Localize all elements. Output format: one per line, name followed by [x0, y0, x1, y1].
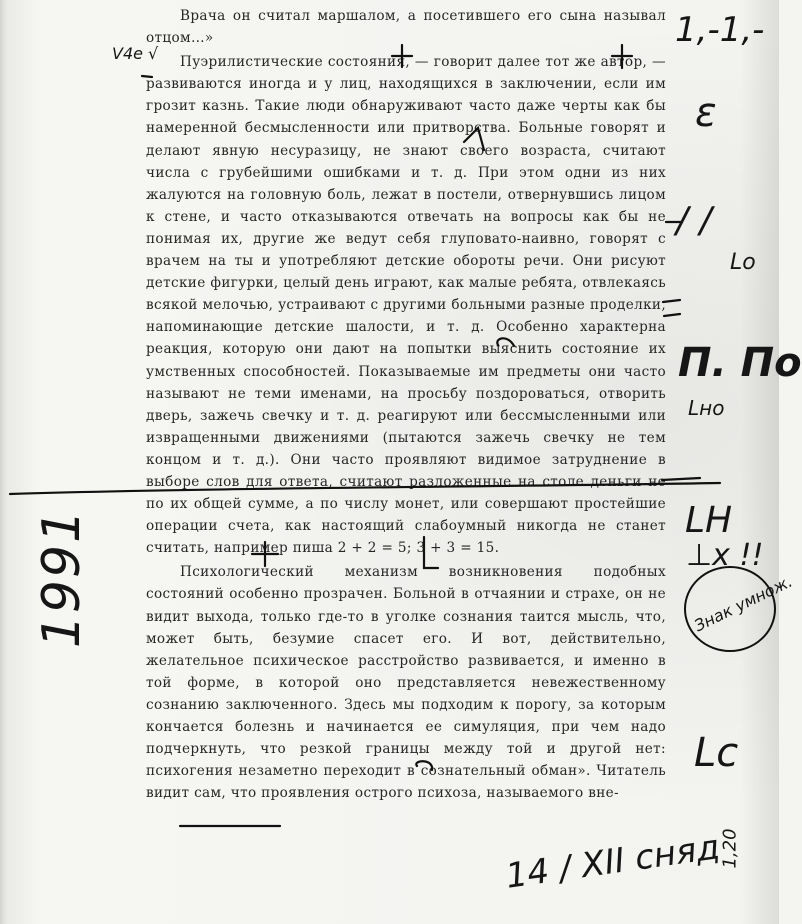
right-lho-note: Lно [688, 396, 725, 420]
right-lx-note: ⊥x !! [686, 538, 764, 573]
right-lh-note: LH [685, 500, 733, 541]
right-p-po-note: П. По [678, 340, 802, 386]
right-squiggle-note: ɛ [695, 90, 717, 136]
left-rotated-number: 1991 [32, 507, 93, 649]
paragraph-puerilism: Пуэрилистические состояния, — говорит далее тот же автор, — развиваются иногда и у лиц, находящихся в заключении, если им грозит казнь. Такие люди обнаруживают часто даже черты как бы намеренной бесмысленности или притворства. Больные говорят и делают явную несуразицу, не знают своего возраста, считают числа с грубейшими ошибками и т. д. При этом одни из них жалуются на головную боль, лежат в постели, отвернувшись лицом к стене, и часто отказываются отвечать на вопросы как бы не понимая их, другие же ведут себя глуповато-наивно, говорят с врачем на ты и употребляют детские обороты речи. Они рисуют детские фигурки, целый день играют, как малые ребята, отвлекаясь всякой мелочью, устраивают с другими больными разные проделки, напоминающие детские шалости, и т. д. Особенно характерна реакция, которую они дают на попытки выяснить состояние их умственных способностей. Показываемые им предметы они часто называют не теми именами, на просьбу поздороваться, отворить дверь, зажечь свечку и т. д. реагируют или бессмысленными или извращенными движениями (пытаются зажечь свечку не тем концом и т. д.). Они часто проявляют видимое затруднение в выборе слов для ответа, считают разложенные на столе деньги не по их общей сумме, а по числу монет, или совершают простейшие операции счета, как настоящий слабоумный никогда не станет считать, например пиша 2 + 2 = 5; 3 + 3 = 15. [146, 54, 666, 557]
paragraph-quote-end: Врача он считал маршалом, а посетившего его сына называл отцом…» [146, 8, 666, 47]
right-slash-note: / / [676, 200, 712, 241]
right-lo-note: Lo [730, 250, 756, 275]
right-lc-note: Lc [694, 730, 739, 776]
paragraph-psychological-mechanism: Психологический механизм возникновения подобных состояний особенно прозрачен. Больной в отчаянии и страхе, он не видит выхода, только где-то в уголке сознания таится мысль, что, может быть, безумие спасет его. И вот, действительно, желательное психическое расстройство развивается, и именно в той форме, в которой оно представляется невежественному сознанию заключенного. Здесь мы подходим к порогу, за которым кончается болезнь и начинается ее симуляция, при чем надо подчеркнуть, что резкой границы между той и другой нет: психогения незаметно переходит в сознательный обман». Читатель видит сам, что проявления острого психоза, называемого вне- [146, 564, 666, 802]
left-margin-mark: V4e √ [112, 44, 159, 63]
bottom-date-note: 14 / XII сняд [503, 827, 723, 897]
bottom-price-note: 1,20 [719, 828, 741, 869]
circled-multiplication-note: Знак умнож. [691, 571, 796, 636]
right-top-note: 1,-1,- [675, 10, 765, 50]
